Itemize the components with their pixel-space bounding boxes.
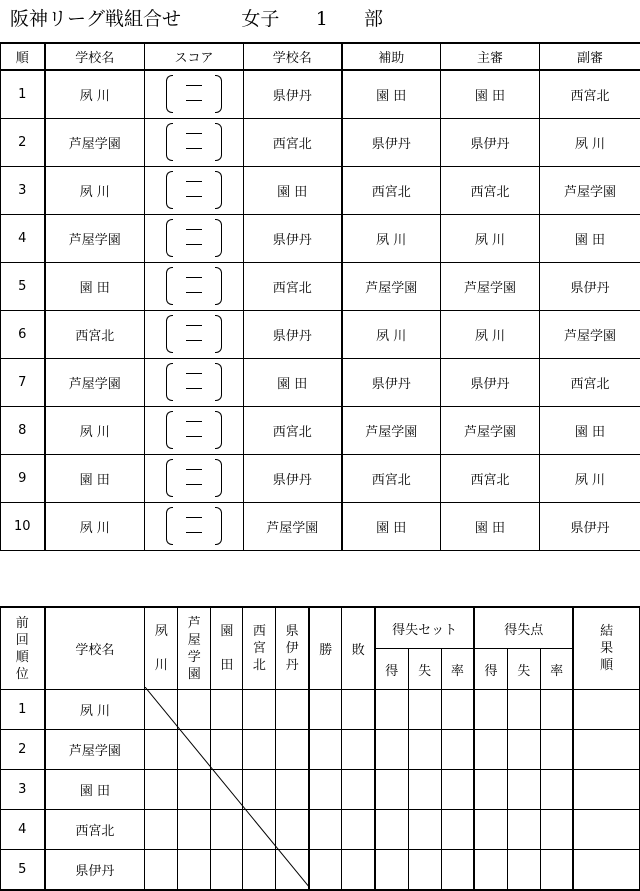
losses-cell[interactable] xyxy=(342,730,375,770)
aux-official: 園 田 xyxy=(342,503,441,551)
school-b: 県伊丹 xyxy=(244,455,342,503)
opp-char: 丹 xyxy=(276,657,308,674)
result-rank-cell[interactable] xyxy=(573,770,639,810)
score-cell[interactable] xyxy=(145,167,244,215)
score-bracket xyxy=(164,169,224,209)
school-b: 県伊丹 xyxy=(244,311,342,359)
asst-referee: 県伊丹 xyxy=(540,263,640,311)
set-ratio-cell[interactable] xyxy=(441,690,474,730)
header-set-diff: 得失セット xyxy=(375,607,474,649)
prev-rank-char: 順 xyxy=(1,649,44,666)
match-order: 10 xyxy=(1,503,45,551)
asst-referee: 園 田 xyxy=(540,215,640,263)
vs-cell[interactable] xyxy=(145,850,178,891)
point-ratio-cell[interactable] xyxy=(540,850,573,891)
point-won-cell[interactable] xyxy=(474,770,507,810)
asst-referee: 園 田 xyxy=(540,407,640,455)
point-won-cell[interactable] xyxy=(474,690,507,730)
score-cell[interactable] xyxy=(145,455,244,503)
vs-cell[interactable] xyxy=(243,730,276,770)
schedule-row xyxy=(1,119,640,167)
set-won-cell[interactable] xyxy=(375,810,408,850)
score-bracket xyxy=(164,505,224,545)
set-ratio-cell[interactable] xyxy=(441,810,474,850)
standings-school: 西宮北 xyxy=(45,810,145,850)
standings-school: 県伊丹 xyxy=(45,850,145,891)
standings-row xyxy=(1,770,640,810)
vs-cell[interactable] xyxy=(145,770,178,810)
prev-rank: 2 xyxy=(1,730,45,770)
school-a: 夙 川 xyxy=(45,407,145,455)
vs-cell[interactable] xyxy=(145,810,178,850)
result-rank-cell[interactable] xyxy=(573,730,639,770)
set-won-cell[interactable] xyxy=(375,690,408,730)
header-opp-kenitami xyxy=(276,607,309,690)
vs-cell[interactable] xyxy=(211,770,243,810)
opp-char: 川 xyxy=(145,657,177,674)
standings-school: 芦屋学園 xyxy=(45,730,145,770)
wins-cell[interactable] xyxy=(309,850,342,891)
division-label: 部 xyxy=(364,4,383,31)
vs-cell[interactable] xyxy=(178,690,211,730)
schedule-row xyxy=(1,263,640,311)
score-bracket xyxy=(164,313,224,353)
header-point-lost: 失 xyxy=(507,649,540,690)
opp-char: 西 xyxy=(243,623,275,640)
standings-row xyxy=(1,850,640,891)
header-opp-ashiya xyxy=(178,607,211,690)
aux-official: 夙 川 xyxy=(342,311,441,359)
point-lost-cell[interactable] xyxy=(507,810,540,850)
vs-cell[interactable] xyxy=(276,850,309,891)
school-a: 芦屋学園 xyxy=(45,119,145,167)
score-cell[interactable] xyxy=(145,359,244,407)
header-set-lost: 失 xyxy=(408,649,441,690)
point-lost-cell[interactable] xyxy=(507,690,540,730)
set-won-cell[interactable] xyxy=(375,730,408,770)
schedule-row xyxy=(1,215,640,263)
vs-cell[interactable] xyxy=(211,850,243,891)
point-ratio-cell[interactable] xyxy=(540,730,573,770)
school-b: 西宮北 xyxy=(244,263,342,311)
wins-cell[interactable] xyxy=(309,810,342,850)
header-school-a: 学校名 xyxy=(45,43,145,70)
header-opp-sonoda xyxy=(211,607,243,690)
score-cell[interactable] xyxy=(145,311,244,359)
asst-referee: 西宮北 xyxy=(540,70,640,119)
referee: 夙 川 xyxy=(441,311,540,359)
score-bracket xyxy=(164,121,224,161)
school-b: 西宮北 xyxy=(244,407,342,455)
standings-table xyxy=(0,606,640,891)
vs-cell[interactable] xyxy=(243,810,276,850)
referee: 園 田 xyxy=(441,70,540,119)
school-a: 園 田 xyxy=(45,455,145,503)
set-ratio-cell[interactable] xyxy=(441,850,474,891)
match-order: 1 xyxy=(1,70,45,119)
asst-referee: 芦屋学園 xyxy=(540,167,640,215)
header-wins: 勝 xyxy=(309,607,342,690)
prev-rank: 1 xyxy=(1,690,45,730)
vs-cell[interactable] xyxy=(211,810,243,850)
losses-cell[interactable] xyxy=(342,770,375,810)
schedule-row xyxy=(1,359,640,407)
opp-char: 夙 xyxy=(145,623,177,640)
header-asst-referee: 副審 xyxy=(540,43,640,70)
opp-char: 芦 xyxy=(178,615,210,632)
vs-cell[interactable] xyxy=(243,770,276,810)
vs-cell[interactable] xyxy=(145,730,178,770)
opp-char: 県 xyxy=(276,623,308,640)
point-won-cell[interactable] xyxy=(474,810,507,850)
score-bracket xyxy=(164,409,224,449)
wins-cell[interactable] xyxy=(309,770,342,810)
vs-cell[interactable] xyxy=(276,810,309,850)
school-b: 園 田 xyxy=(244,167,342,215)
match-order: 8 xyxy=(1,407,45,455)
schedule-row xyxy=(1,311,640,359)
result-rank-cell[interactable] xyxy=(573,850,639,891)
vs-cell[interactable] xyxy=(178,770,211,810)
schedule-row xyxy=(1,167,640,215)
referee: 西宮北 xyxy=(441,455,540,503)
point-ratio-cell[interactable] xyxy=(540,770,573,810)
header-school-name: 学校名 xyxy=(45,607,145,690)
vs-cell[interactable] xyxy=(178,730,211,770)
result-rank-cell[interactable] xyxy=(573,810,639,850)
score-bracket xyxy=(164,265,224,305)
score-bracket xyxy=(164,217,224,257)
prev-rank: 4 xyxy=(1,810,45,850)
losses-cell[interactable] xyxy=(342,690,375,730)
result-rank-char: 果 xyxy=(574,640,639,657)
aux-official: 西宮北 xyxy=(342,167,441,215)
point-lost-cell[interactable] xyxy=(507,730,540,770)
score-cell[interactable] xyxy=(145,215,244,263)
vs-cell[interactable] xyxy=(178,810,211,850)
standings-row xyxy=(1,730,640,770)
schedule-row xyxy=(1,455,640,503)
header-point-won: 得 xyxy=(474,649,507,690)
school-a: 夙 川 xyxy=(45,503,145,551)
school-a: 西宮北 xyxy=(45,311,145,359)
aux-official: 芦屋学園 xyxy=(342,263,441,311)
opp-char: 園 xyxy=(178,666,210,683)
score-bracket xyxy=(164,457,224,497)
vs-cell[interactable] xyxy=(178,850,211,891)
set-lost-cell[interactable] xyxy=(408,810,441,850)
school-a: 夙 川 xyxy=(45,167,145,215)
schedule-row xyxy=(1,407,640,455)
schedule-header-row xyxy=(1,43,640,70)
score-cell[interactable] xyxy=(145,503,244,551)
set-lost-cell[interactable] xyxy=(408,770,441,810)
point-ratio-cell[interactable] xyxy=(540,690,573,730)
score-cell[interactable] xyxy=(145,70,244,119)
standings-school: 夙 川 xyxy=(45,690,145,730)
match-order: 9 xyxy=(1,455,45,503)
school-b: 芦屋学園 xyxy=(244,503,342,551)
schedule-row xyxy=(1,503,640,551)
wins-cell[interactable] xyxy=(309,690,342,730)
header-point-ratio: 率 xyxy=(540,649,573,690)
header-school-b: 学校名 xyxy=(244,43,342,70)
vs-cell[interactable] xyxy=(211,690,243,730)
vs-cell[interactable] xyxy=(243,690,276,730)
match-schedule-table xyxy=(0,42,640,551)
score-cell[interactable] xyxy=(145,263,244,311)
set-lost-cell[interactable] xyxy=(408,730,441,770)
header-referee: 主審 xyxy=(441,43,540,70)
gender-label: 女子 xyxy=(241,4,279,31)
set-ratio-cell[interactable] xyxy=(441,770,474,810)
set-lost-cell[interactable] xyxy=(408,690,441,730)
header-set-won: 得 xyxy=(375,649,408,690)
score-bracket xyxy=(164,361,224,401)
school-a: 芦屋学園 xyxy=(45,215,145,263)
standings-header-row-1 xyxy=(1,607,640,649)
schedule-row xyxy=(1,70,640,119)
school-b: 県伊丹 xyxy=(244,70,342,119)
prev-rank-char: 回 xyxy=(1,632,44,649)
school-a: 夙 川 xyxy=(45,70,145,119)
vs-cell[interactable] xyxy=(276,730,309,770)
division-number: 1 xyxy=(316,8,328,30)
score-bracket xyxy=(164,73,224,113)
vs-cell[interactable] xyxy=(211,730,243,770)
school-a: 園 田 xyxy=(45,263,145,311)
result-rank-cell[interactable] xyxy=(573,690,639,730)
vs-cell[interactable] xyxy=(276,770,309,810)
school-b: 県伊丹 xyxy=(244,215,342,263)
opp-char: 伊 xyxy=(276,640,308,657)
vs-cell[interactable] xyxy=(276,690,309,730)
opp-char: 園 xyxy=(211,623,242,640)
header-prev-rank xyxy=(1,607,45,690)
asst-referee: 西宮北 xyxy=(540,359,640,407)
result-rank-char: 順 xyxy=(574,657,639,674)
referee: 夙 川 xyxy=(441,215,540,263)
point-won-cell[interactable] xyxy=(474,730,507,770)
header-losses: 敗 xyxy=(342,607,375,690)
opp-char: 学 xyxy=(178,649,210,666)
referee: 県伊丹 xyxy=(441,359,540,407)
header-opp-nishinomiyakita xyxy=(243,607,276,690)
point-lost-cell[interactable] xyxy=(507,770,540,810)
match-order: 4 xyxy=(1,215,45,263)
header-order: 順 xyxy=(1,43,45,70)
asst-referee: 夙 川 xyxy=(540,119,640,167)
standings-row xyxy=(1,810,640,850)
prev-rank-char: 位 xyxy=(1,666,44,683)
aux-official: 園 田 xyxy=(342,70,441,119)
match-order: 5 xyxy=(1,263,45,311)
match-order: 2 xyxy=(1,119,45,167)
referee: 園 田 xyxy=(441,503,540,551)
vs-cell[interactable] xyxy=(145,690,178,730)
aux-official: 芦屋学園 xyxy=(342,407,441,455)
school-b: 西宮北 xyxy=(244,119,342,167)
referee: 西宮北 xyxy=(441,167,540,215)
prev-rank: 5 xyxy=(1,850,45,891)
standings-school: 園 田 xyxy=(45,770,145,810)
point-ratio-cell[interactable] xyxy=(540,810,573,850)
asst-referee: 夙 川 xyxy=(540,455,640,503)
header-set-ratio: 率 xyxy=(441,649,474,690)
point-won-cell[interactable] xyxy=(474,850,507,891)
school-b: 園 田 xyxy=(244,359,342,407)
match-order: 3 xyxy=(1,167,45,215)
prev-rank-char: 前 xyxy=(1,615,44,632)
referee: 芦屋学園 xyxy=(441,407,540,455)
opp-char: 宮 xyxy=(243,640,275,657)
losses-cell[interactable] xyxy=(342,850,375,891)
match-order: 7 xyxy=(1,359,45,407)
aux-official: 県伊丹 xyxy=(342,119,441,167)
opp-char: 屋 xyxy=(178,632,210,649)
header-opp-shukugawa xyxy=(145,607,178,690)
referee: 芦屋学園 xyxy=(441,263,540,311)
vs-cell[interactable] xyxy=(243,850,276,891)
school-a: 芦屋学園 xyxy=(45,359,145,407)
header-aux: 補助 xyxy=(342,43,441,70)
opp-char: 北 xyxy=(243,657,275,674)
set-won-cell[interactable] xyxy=(375,770,408,810)
set-won-cell[interactable] xyxy=(375,850,408,891)
page-title xyxy=(10,4,383,31)
opp-char: 田 xyxy=(211,657,242,674)
point-lost-cell[interactable] xyxy=(507,850,540,891)
referee: 県伊丹 xyxy=(441,119,540,167)
league-name: 阪神リーグ戦組合せ xyxy=(10,4,181,31)
score-cell[interactable] xyxy=(145,119,244,167)
match-order: 6 xyxy=(1,311,45,359)
aux-official: 県伊丹 xyxy=(342,359,441,407)
asst-referee: 芦屋学園 xyxy=(540,311,640,359)
set-lost-cell[interactable] xyxy=(408,850,441,891)
header-result-rank xyxy=(573,607,639,690)
result-rank-char: 結 xyxy=(574,623,639,640)
aux-official: 夙 川 xyxy=(342,215,441,263)
asst-referee: 県伊丹 xyxy=(540,503,640,551)
set-ratio-cell[interactable] xyxy=(441,730,474,770)
wins-cell[interactable] xyxy=(309,730,342,770)
header-score: スコア xyxy=(145,43,244,70)
standings-row xyxy=(1,690,640,730)
prev-rank: 3 xyxy=(1,770,45,810)
score-cell[interactable] xyxy=(145,407,244,455)
aux-official: 西宮北 xyxy=(342,455,441,503)
losses-cell[interactable] xyxy=(342,810,375,850)
header-point-diff: 得失点 xyxy=(474,607,573,649)
